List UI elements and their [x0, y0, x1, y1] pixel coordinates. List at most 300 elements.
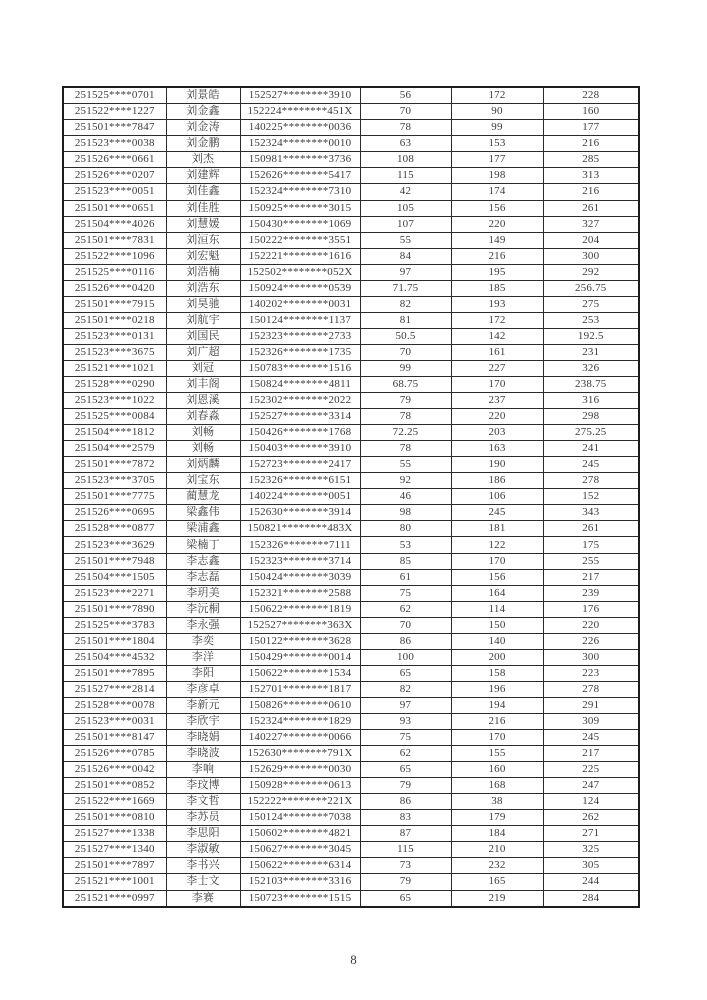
- score-2: 160: [451, 762, 543, 778]
- id-card-number: 152326********1735: [240, 344, 360, 360]
- id-card-number: 150821********483X: [240, 521, 360, 537]
- table-row: [63, 746, 639, 762]
- score-2: 198: [451, 168, 543, 184]
- score-2: 170: [451, 730, 543, 746]
- registration-number: 251528****0078: [63, 697, 166, 713]
- candidate-name: 刘恩溪: [166, 393, 240, 409]
- table-row: [63, 842, 639, 858]
- total-score: 256.75: [543, 280, 639, 296]
- score-1: 68.75: [360, 377, 451, 393]
- id-card-number: 152323********2733: [240, 328, 360, 344]
- registration-number: 251526****0042: [63, 762, 166, 778]
- candidate-name: 刘佳鑫: [166, 184, 240, 200]
- registration-number: 251526****0785: [63, 746, 166, 762]
- candidate-name: 刘慧媛: [166, 216, 240, 232]
- table-row: [63, 409, 639, 425]
- id-card-number: 140227********0066: [240, 730, 360, 746]
- table-row: [63, 714, 639, 730]
- total-score: 228: [543, 87, 639, 104]
- table-row: [63, 312, 639, 328]
- score-2: 140: [451, 633, 543, 649]
- id-card-number: 140224********0051: [240, 489, 360, 505]
- id-card-number: 150627********3045: [240, 842, 360, 858]
- id-card-number: 150622********6314: [240, 858, 360, 874]
- registration-number: 251523****0038: [63, 136, 166, 152]
- candidate-name: 李洋: [166, 649, 240, 665]
- table-row: [63, 585, 639, 601]
- score-1: 97: [360, 264, 451, 280]
- table-row: [63, 617, 639, 633]
- candidate-name: 刘宝东: [166, 473, 240, 489]
- candidate-name: 刘丰阁: [166, 377, 240, 393]
- score-1: 55: [360, 232, 451, 248]
- total-score: 217: [543, 746, 639, 762]
- candidate-name: 李彦卓: [166, 681, 240, 697]
- table-row: [63, 778, 639, 794]
- table-row: [63, 633, 639, 649]
- table-row: [63, 858, 639, 874]
- total-score: 300: [543, 248, 639, 264]
- score-2: 184: [451, 826, 543, 842]
- score-1: 53: [360, 537, 451, 553]
- id-card-number: 152103********3316: [240, 874, 360, 890]
- total-score: 220: [543, 617, 639, 633]
- registration-number: 251504****4532: [63, 649, 166, 665]
- total-score: 160: [543, 104, 639, 120]
- score-2: 181: [451, 521, 543, 537]
- score-2: 163: [451, 441, 543, 457]
- id-card-number: 152502********052X: [240, 264, 360, 280]
- score-2: 161: [451, 344, 543, 360]
- score-1: 78: [360, 120, 451, 136]
- registration-number: 251501****7872: [63, 457, 166, 473]
- table-row: [63, 136, 639, 152]
- score-1: 70: [360, 104, 451, 120]
- candidate-name: 刘金鑫: [166, 104, 240, 120]
- table-row: [63, 473, 639, 489]
- table-row: [63, 360, 639, 376]
- score-2: 185: [451, 280, 543, 296]
- table-row: [63, 489, 639, 505]
- registration-number: 251525****3783: [63, 617, 166, 633]
- candidate-name: 刘金鹏: [166, 136, 240, 152]
- total-score: 217: [543, 569, 639, 585]
- score-2: 194: [451, 697, 543, 713]
- registration-number: 251504****1812: [63, 425, 166, 441]
- candidate-name: 刘景皓: [166, 87, 240, 104]
- score-2: 106: [451, 489, 543, 505]
- total-score: 245: [543, 730, 639, 746]
- registration-number: 251501****0852: [63, 778, 166, 794]
- id-card-number: 150925********3015: [240, 200, 360, 216]
- table-row: [63, 681, 639, 697]
- total-score: 245: [543, 457, 639, 473]
- registration-number: 251501****0218: [63, 312, 166, 328]
- table-row: [63, 553, 639, 569]
- id-card-number: 152323********3714: [240, 553, 360, 569]
- registration-number: 251523****0031: [63, 714, 166, 730]
- registration-number: 251526****0695: [63, 505, 166, 521]
- id-card-number: 152302********2022: [240, 393, 360, 409]
- candidate-name: 李文哲: [166, 794, 240, 810]
- registration-number: 251501****1804: [63, 633, 166, 649]
- candidate-name: 李淑敏: [166, 842, 240, 858]
- candidate-name: 刘佳胜: [166, 200, 240, 216]
- score-1: 56: [360, 87, 451, 104]
- total-score: 300: [543, 649, 639, 665]
- total-score: 238.75: [543, 377, 639, 393]
- table-row: [63, 730, 639, 746]
- score-2: 193: [451, 296, 543, 312]
- total-score: 327: [543, 216, 639, 232]
- score-2: 186: [451, 473, 543, 489]
- total-score: 247: [543, 778, 639, 794]
- candidate-name: 刘炳麟: [166, 457, 240, 473]
- total-score: 223: [543, 665, 639, 681]
- score-2: 142: [451, 328, 543, 344]
- registration-number: 251526****0661: [63, 152, 166, 168]
- score-2: 203: [451, 425, 543, 441]
- candidate-name: 李晓娟: [166, 730, 240, 746]
- table-row: [63, 762, 639, 778]
- candidate-name: 李士文: [166, 874, 240, 890]
- table-row: [63, 328, 639, 344]
- score-2: 150: [451, 617, 543, 633]
- total-score: 225: [543, 762, 639, 778]
- candidate-name: 刘畅: [166, 425, 240, 441]
- id-card-number: 150222********3551: [240, 232, 360, 248]
- score-2: 156: [451, 200, 543, 216]
- table-row: [63, 505, 639, 521]
- score-2: 168: [451, 778, 543, 794]
- score-1: 84: [360, 248, 451, 264]
- total-score: 262: [543, 810, 639, 826]
- registration-number: 251523****0131: [63, 328, 166, 344]
- id-card-number: 152324********7310: [240, 184, 360, 200]
- total-score: 204: [543, 232, 639, 248]
- score-1: 72.25: [360, 425, 451, 441]
- candidate-name: 李赛: [166, 890, 240, 907]
- candidate-name: 刘杰: [166, 152, 240, 168]
- score-1: 86: [360, 794, 451, 810]
- registration-number: 251521****0997: [63, 890, 166, 907]
- score-2: 170: [451, 553, 543, 569]
- registration-number: 251523****3705: [63, 473, 166, 489]
- registration-number: 251528****0877: [63, 521, 166, 537]
- candidate-name: 李玥美: [166, 585, 240, 601]
- id-card-number: 150124********7038: [240, 810, 360, 826]
- total-score: 325: [543, 842, 639, 858]
- table-row: [63, 457, 639, 473]
- total-score: 343: [543, 505, 639, 521]
- candidate-name: 李思阳: [166, 826, 240, 842]
- score-1: 42: [360, 184, 451, 200]
- table-row: [63, 697, 639, 713]
- id-card-number: 152701********1817: [240, 681, 360, 697]
- total-score: 275.25: [543, 425, 639, 441]
- table-row: [63, 200, 639, 216]
- score-2: 122: [451, 537, 543, 553]
- table-row: [63, 649, 639, 665]
- candidate-name: 李苏员: [166, 810, 240, 826]
- total-score: 291: [543, 697, 639, 713]
- score-1: 70: [360, 344, 451, 360]
- score-1: 87: [360, 826, 451, 842]
- score-2: 216: [451, 248, 543, 264]
- registration-number: 251522****1669: [63, 794, 166, 810]
- candidate-name: 李阳: [166, 665, 240, 681]
- score-1: 83: [360, 810, 451, 826]
- registration-number: 251501****7895: [63, 665, 166, 681]
- score-2: 219: [451, 890, 543, 907]
- id-card-number: 152224********451X: [240, 104, 360, 120]
- score-2: 38: [451, 794, 543, 810]
- score-1: 82: [360, 681, 451, 697]
- id-card-number: 150124********1137: [240, 312, 360, 328]
- registration-number: 251522****1227: [63, 104, 166, 120]
- registration-number: 251501****7847: [63, 120, 166, 136]
- score-2: 156: [451, 569, 543, 585]
- registration-number: 251521****1001: [63, 874, 166, 890]
- candidate-name: 刘航宇: [166, 312, 240, 328]
- id-card-number: 150426********1768: [240, 425, 360, 441]
- table-row: [63, 890, 639, 907]
- candidate-name: 李新元: [166, 697, 240, 713]
- id-card-number: 152222********221X: [240, 794, 360, 810]
- candidate-name: 刘广超: [166, 344, 240, 360]
- score-2: 174: [451, 184, 543, 200]
- id-card-number: 140225********0036: [240, 120, 360, 136]
- id-card-number: 150424********3039: [240, 569, 360, 585]
- score-2: 165: [451, 874, 543, 890]
- score-2: 227: [451, 360, 543, 376]
- registration-number: 251522****1096: [63, 248, 166, 264]
- candidate-name: 李永强: [166, 617, 240, 633]
- table-row: [63, 601, 639, 617]
- score-1: 65: [360, 890, 451, 907]
- score-1: 50.5: [360, 328, 451, 344]
- page-number: 8: [350, 952, 357, 967]
- score-1: 99: [360, 360, 451, 376]
- table-row: [63, 248, 639, 264]
- total-score: 253: [543, 312, 639, 328]
- score-1: 107: [360, 216, 451, 232]
- score-2: 155: [451, 746, 543, 762]
- candidate-name: 李书兴: [166, 858, 240, 874]
- total-score: 216: [543, 136, 639, 152]
- score-1: 78: [360, 441, 451, 457]
- total-score: 298: [543, 409, 639, 425]
- registration-number: 251501****8147: [63, 730, 166, 746]
- score-1: 100: [360, 649, 451, 665]
- table-row: [63, 537, 639, 553]
- total-score: 261: [543, 521, 639, 537]
- score-1: 115: [360, 842, 451, 858]
- id-card-number: 152626********5417: [240, 168, 360, 184]
- total-score: 226: [543, 633, 639, 649]
- registration-number: 251523****3629: [63, 537, 166, 553]
- candidate-name: 李志磊: [166, 569, 240, 585]
- candidate-name: 梁楠丁: [166, 537, 240, 553]
- score-1: 81: [360, 312, 451, 328]
- score-2: 158: [451, 665, 543, 681]
- registration-number: 251527****1338: [63, 826, 166, 842]
- total-score: 275: [543, 296, 639, 312]
- table-row: [63, 344, 639, 360]
- total-score: 292: [543, 264, 639, 280]
- candidate-name: 李欣宇: [166, 714, 240, 730]
- registration-number: 251504****4026: [63, 216, 166, 232]
- id-card-number: 150783********1516: [240, 360, 360, 376]
- table-row: [63, 826, 639, 842]
- table-row: [63, 264, 639, 280]
- score-2: 149: [451, 232, 543, 248]
- id-card-number: 152527********3910: [240, 87, 360, 104]
- table-row: [63, 280, 639, 296]
- registration-number: 251526****0207: [63, 168, 166, 184]
- score-1: 63: [360, 136, 451, 152]
- score-1: 115: [360, 168, 451, 184]
- table-row: [63, 232, 639, 248]
- score-1: 79: [360, 393, 451, 409]
- total-score: 239: [543, 585, 639, 601]
- registration-number: 251523****1022: [63, 393, 166, 409]
- id-card-number: 152630********791X: [240, 746, 360, 762]
- registration-number: 251501****7890: [63, 601, 166, 617]
- candidate-name: 刘春淼: [166, 409, 240, 425]
- id-card-number: 152324********1829: [240, 714, 360, 730]
- score-1: 75: [360, 730, 451, 746]
- score-2: 164: [451, 585, 543, 601]
- total-score: 309: [543, 714, 639, 730]
- total-score: 313: [543, 168, 639, 184]
- table-row: [63, 120, 639, 136]
- registration-number: 251523****3675: [63, 344, 166, 360]
- score-1: 62: [360, 746, 451, 762]
- id-card-number: 152630********3914: [240, 505, 360, 521]
- total-score: 285: [543, 152, 639, 168]
- score-2: 196: [451, 681, 543, 697]
- score-1: 73: [360, 858, 451, 874]
- registration-number: 251501****7915: [63, 296, 166, 312]
- id-card-number: 150622********1534: [240, 665, 360, 681]
- score-1: 86: [360, 633, 451, 649]
- registration-number: 251501****7897: [63, 858, 166, 874]
- id-card-number: 150122********3628: [240, 633, 360, 649]
- registration-number: 251501****0651: [63, 200, 166, 216]
- total-score: 175: [543, 537, 639, 553]
- candidate-name: 李志鑫: [166, 553, 240, 569]
- score-1: 105: [360, 200, 451, 216]
- total-score: 241: [543, 441, 639, 457]
- candidate-name: 刘浩楠: [166, 264, 240, 280]
- score-1: 71.75: [360, 280, 451, 296]
- score-1: 85: [360, 553, 451, 569]
- candidate-name: 梁浦鑫: [166, 521, 240, 537]
- id-card-number: 152221********1616: [240, 248, 360, 264]
- registration-number: 251501****7775: [63, 489, 166, 505]
- table-row: [63, 441, 639, 457]
- table-row: [63, 152, 639, 168]
- candidate-name: 蔺慧龙: [166, 489, 240, 505]
- id-card-number: 152527********363X: [240, 617, 360, 633]
- score-1: 65: [360, 762, 451, 778]
- registration-number: 251528****0290: [63, 377, 166, 393]
- registration-number: 251504****2579: [63, 441, 166, 457]
- registration-number: 251501****7831: [63, 232, 166, 248]
- id-card-number: 150429********0014: [240, 649, 360, 665]
- id-card-number: 152326********7111: [240, 537, 360, 553]
- id-card-number: 152321********2588: [240, 585, 360, 601]
- score-2: 190: [451, 457, 543, 473]
- score-1: 46: [360, 489, 451, 505]
- table-row: [63, 296, 639, 312]
- score-1: 62: [360, 601, 451, 617]
- score-2: 220: [451, 409, 543, 425]
- score-2: 195: [451, 264, 543, 280]
- registration-number: 251527****1340: [63, 842, 166, 858]
- score-table-body: [63, 87, 639, 907]
- table-row: [63, 569, 639, 585]
- score-2: 245: [451, 505, 543, 521]
- total-score: 124: [543, 794, 639, 810]
- score-2: 90: [451, 104, 543, 120]
- candidate-name: 刘宏魁: [166, 248, 240, 264]
- score-2: 99: [451, 120, 543, 136]
- score-1: 98: [360, 505, 451, 521]
- score-1: 97: [360, 697, 451, 713]
- table-row: [63, 104, 639, 120]
- candidate-name: 刘国民: [166, 328, 240, 344]
- score-1: 75: [360, 585, 451, 601]
- total-score: 284: [543, 890, 639, 907]
- total-score: 278: [543, 681, 639, 697]
- id-card-number: 150602********4821: [240, 826, 360, 842]
- registration-number: 251504****1505: [63, 569, 166, 585]
- table-row: [63, 168, 639, 184]
- id-card-number: 150981********3736: [240, 152, 360, 168]
- candidate-name: 李响: [166, 762, 240, 778]
- candidate-name: 李晓波: [166, 746, 240, 762]
- score-2: 114: [451, 601, 543, 617]
- registration-number: 251521****1021: [63, 360, 166, 376]
- score-1: 108: [360, 152, 451, 168]
- id-card-number: 150403********3910: [240, 441, 360, 457]
- registration-number: 251501****7948: [63, 553, 166, 569]
- total-score: 255: [543, 553, 639, 569]
- score-1: 79: [360, 778, 451, 794]
- total-score: 231: [543, 344, 639, 360]
- registration-number: 251525****0701: [63, 87, 166, 104]
- score-1: 82: [360, 296, 451, 312]
- score-2: 200: [451, 649, 543, 665]
- table-row: [63, 216, 639, 232]
- registration-number: 251523****0051: [63, 184, 166, 200]
- score-1: 70: [360, 617, 451, 633]
- score-2: 172: [451, 312, 543, 328]
- id-card-number: 150430********1069: [240, 216, 360, 232]
- table-row: [63, 425, 639, 441]
- total-score: 216: [543, 184, 639, 200]
- score-2: 177: [451, 152, 543, 168]
- total-score: 192.5: [543, 328, 639, 344]
- registration-number: 251527****2814: [63, 681, 166, 697]
- score-2: 172: [451, 87, 543, 104]
- table-row: [63, 665, 639, 681]
- id-card-number: 150924********0539: [240, 280, 360, 296]
- score-2: 153: [451, 136, 543, 152]
- score-2: 232: [451, 858, 543, 874]
